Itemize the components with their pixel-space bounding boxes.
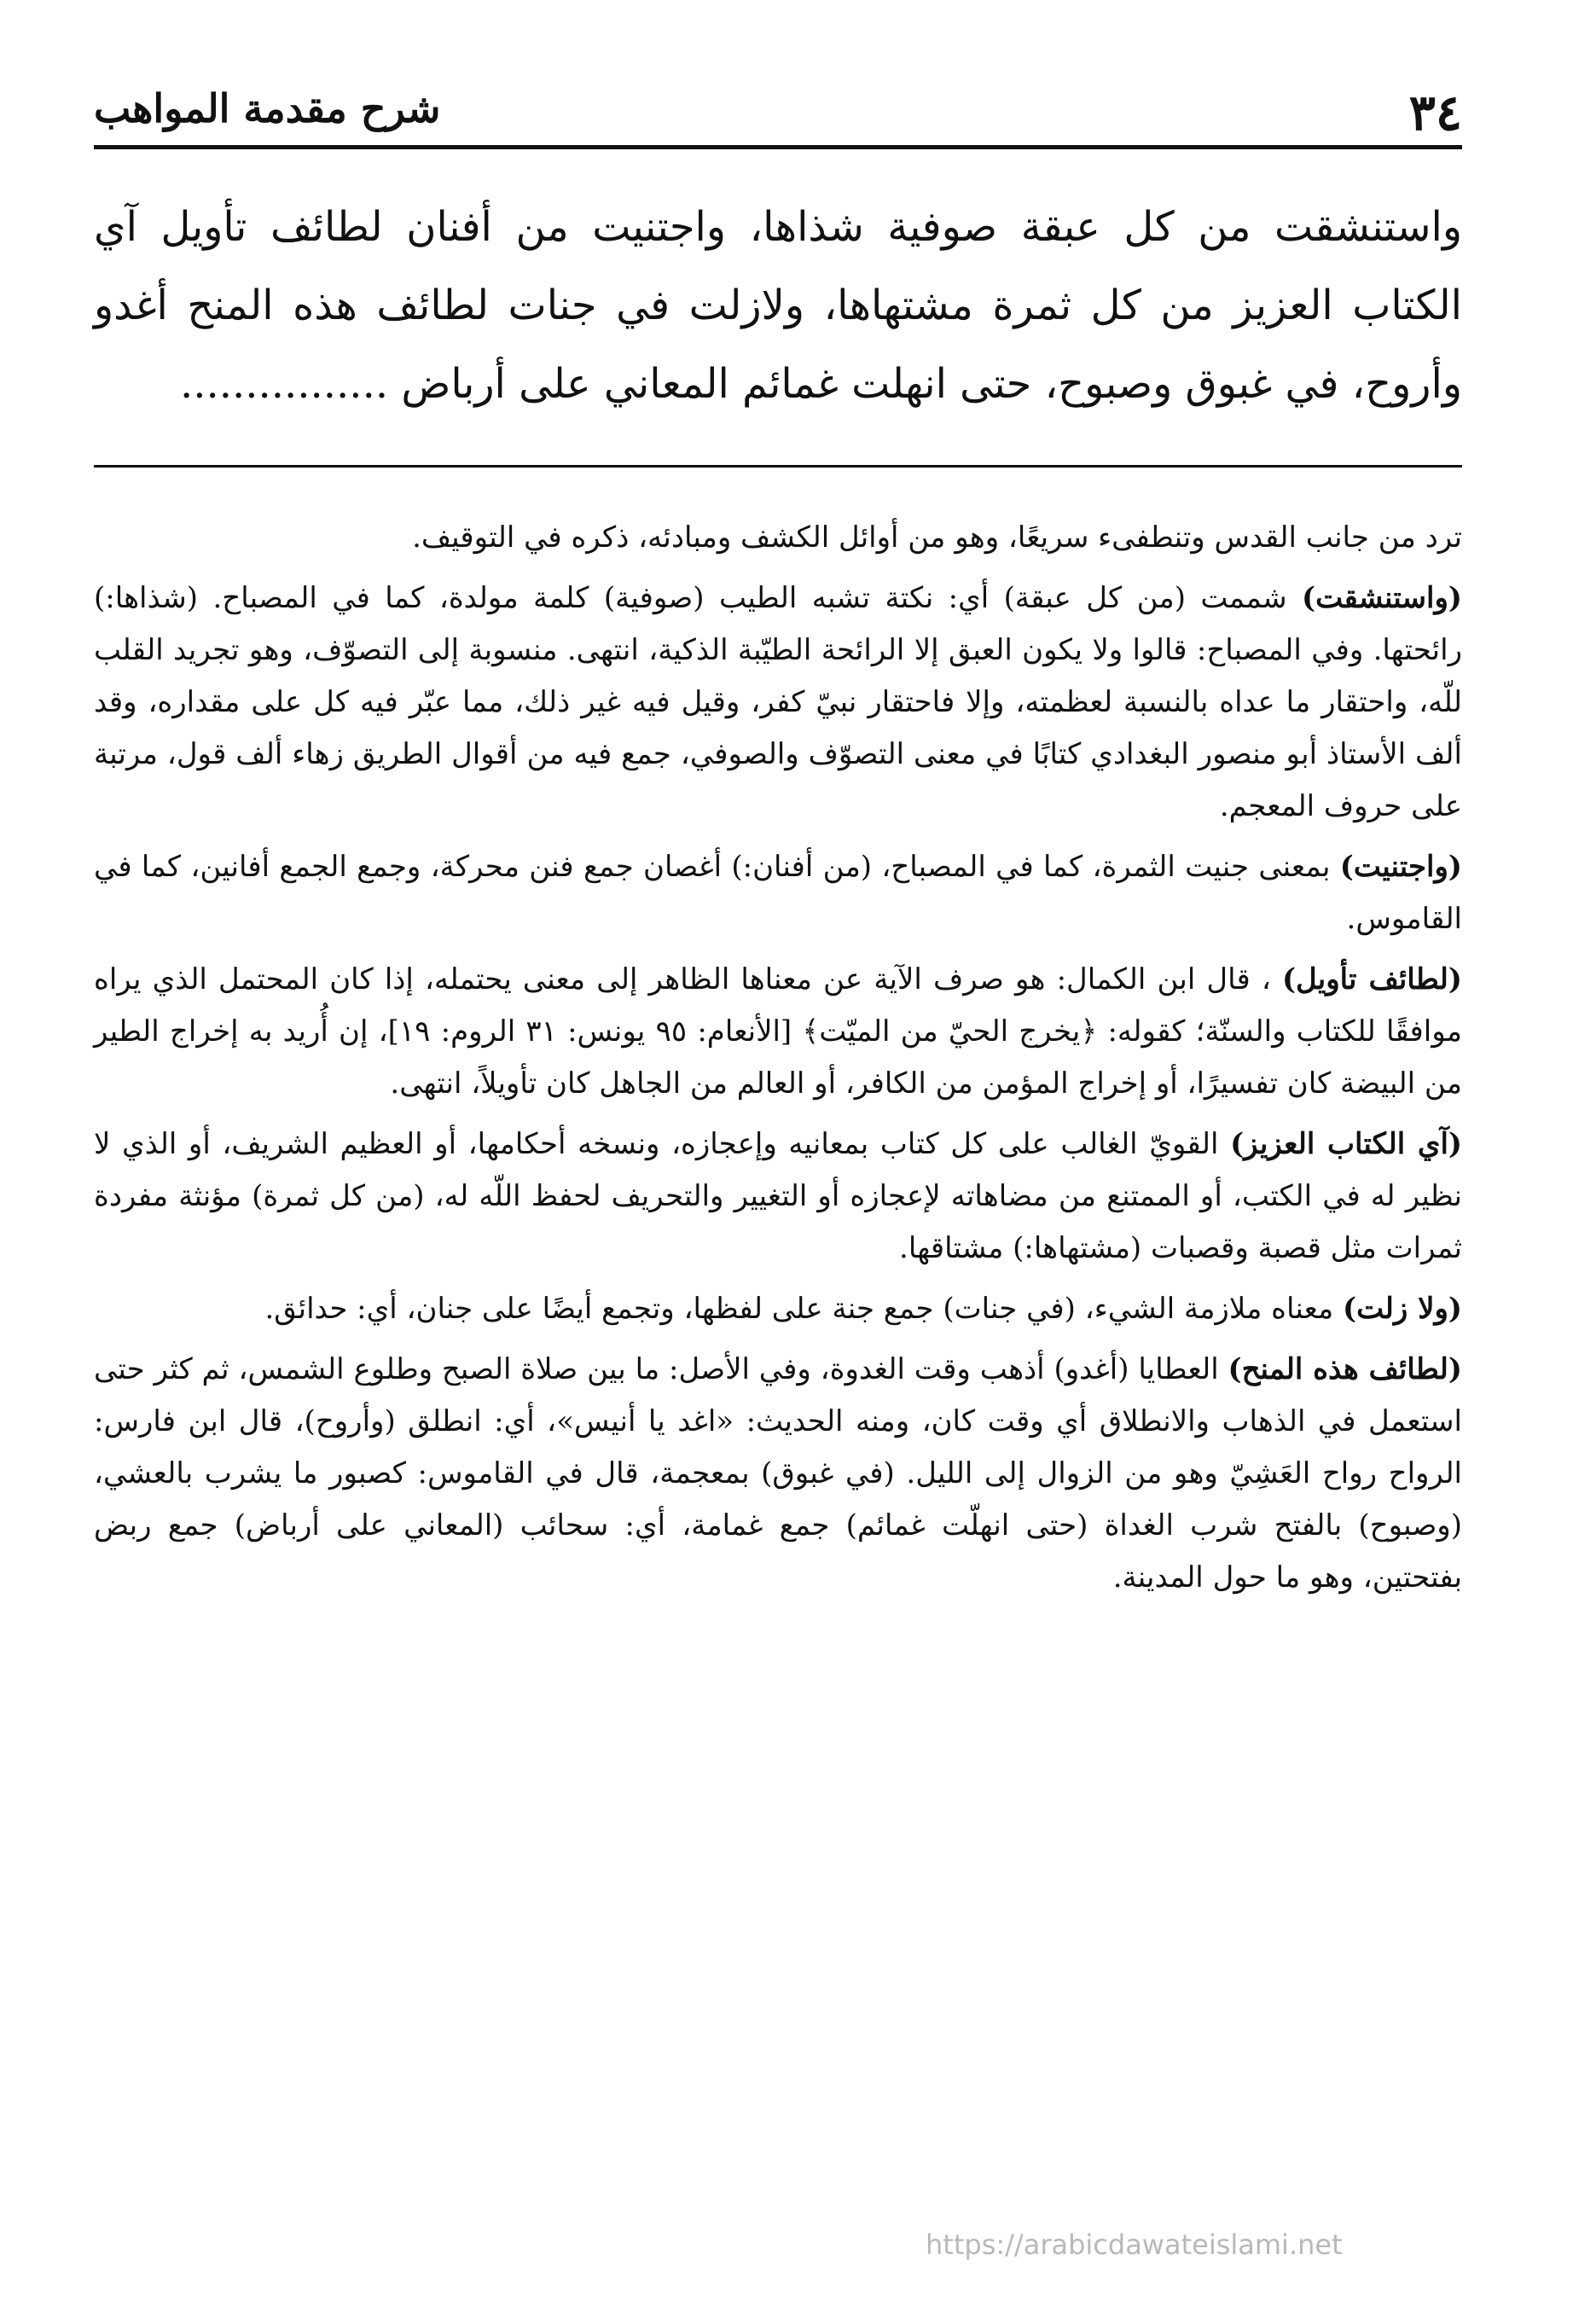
- commentary-paragraph: [94, 512, 1462, 564]
- commentary-paragraph: [94, 841, 1462, 945]
- commentary-lemma: (واستنشقت): [1302, 581, 1462, 615]
- commentary-text: معناه ملازمة الشيء، (في جنات) جمع جنة على لفظها، وتجمع أيضًا على جنان، أي: حدائق.: [264, 1292, 1344, 1326]
- page-number: ٣٤: [1408, 84, 1462, 142]
- commentary-text: ، قال ابن الكمال: هو صرف الآية عن معناها الظاهر إلى معنى يحتمله، إذا كان المحتمل الذي يراه موافقًا للكتاب والسنّة؛ كقوله: ﴿يخرج الحيّ من الميّت﴾ [الأنعام: ٩٥ يونس: ٣١ الروم: ١٩]، إن أُريد به إخراج الطير من البيضة كان تفسيرًا، أو إخراج المؤمن من الكافر، أو العالم من الجاهل كان تأويلاً، انتهى.: [94, 962, 1463, 1101]
- commentary-lemma: (لطائف تأويل): [1281, 962, 1463, 996]
- commentary-lemma: (لطائف هذه المنح): [1228, 1352, 1463, 1386]
- commentary-text: العطايا (أغدو) أذهب وقت الغدوة، وفي الأصل: ما بين صلاة الصبح وطلوع الشمس، ثم كثر حتى استعمل في الذهاب والانطلاق أي وقت كان، ومنه الحديث: «اغد يا أنيس»، أي: انطلق (وأروح)، قال ابن فارس: الرواح رواح العَشِيّ وهو من الزوال إلى الليل. (في غبوق) بمعجمة، قال في القاموس: كصبور ما يشرب بالعشي، (وصبوح) بالفتح شرب الغداة (حتى انهلّت غمائم) جمع غمامة، أي: سحائب (المعاني على أرباض) جمع ربض بفتحتين، وهو ما حول المدينة.: [94, 1352, 1462, 1595]
- text-divider: [94, 465, 1462, 468]
- commentary-paragraph: [94, 1283, 1462, 1335]
- commentary-paragraph: [94, 572, 1462, 833]
- commentary-lemma: (آي الكتاب العزيز): [1230, 1127, 1462, 1161]
- commentary-paragraph: [94, 954, 1462, 1110]
- page-header: [94, 77, 1462, 149]
- running-title: شرح مقدمة المواهب: [94, 85, 441, 131]
- commentary-paragraph: [94, 1118, 1462, 1275]
- main-text: [94, 188, 1462, 423]
- commentary-paragraph: [94, 1344, 1462, 1604]
- commentary-text: القويّ الغالب على كل كتاب بمعانيه وإعجازه، ونسخه أحكامها، أو العظيم الشريف، أو الذي لا نظير له في الكتب، أو الممتنع من مضاهاته لإعجازه أو التغيير والتحريف لحفظ اللّه له، (من كل ثمرة) مؤنثة مفردة ثمرات مثل قصبة وقصبات (مشتهاها:) مشتاقها.: [94, 1127, 1462, 1265]
- commentary-text: ترد من جانب القدس وتنطفىء سريعًا، وهو من أوائل الكشف ومبادئه، ذكره في التوقيف.: [412, 520, 1462, 555]
- commentary-text: بمعنى جنيت الثمرة، كما في المصباح، (من أفنان:) أغصان جمع فنن محركة، وجمع الجمع أفانين، كما في القاموس.: [94, 850, 1462, 936]
- commentary: [94, 512, 1462, 1612]
- main-text-paragraph: واستنشقت من كل عبقة صوفية شذاها، واجتنيت من أفنان لطائف تأويل آي الكتاب العزيز من كل ثمرة مشتهاها، ولازلت في جنات لطائف هذه المنح أغدو وأروح، في غبوق وصبوح، حتى انهلت غمائم المعاني على أرباض ................: [94, 203, 1462, 408]
- commentary-lemma: (واجتنيت): [1339, 850, 1462, 884]
- commentary-text: شممت (من كل عبقة) أي: نكتة تشبه الطيب (صوفية) كلمة مولدة، كما في المصباح. (شذاها:) رائحتها. وفي المصباح: قالوا ولا يكون العبق إلا الرائحة الطيّبة الذكية، انتهى. منسوبة إلى التصوّف، وهو تجريد القلب للّه، واحتقار ما عداه بالنسبة لعظمته، وإلا فاحتقار نبيّ كفر، وقيل فيه غير ذلك، مما عبّر فيه كل على مقداره، وقد ألف الأستاذ أبو منصور البغدادي كتابًا في معنى التصوّف والصوفي، جمع فيه من أقوال الطريق زهاء ألف قول، مرتبة على حروف المعجم.: [94, 581, 1462, 823]
- watermark-url: https://arabicdawateislami.net: [926, 2228, 1343, 2261]
- commentary-lemma: (ولا زلت): [1343, 1292, 1462, 1326]
